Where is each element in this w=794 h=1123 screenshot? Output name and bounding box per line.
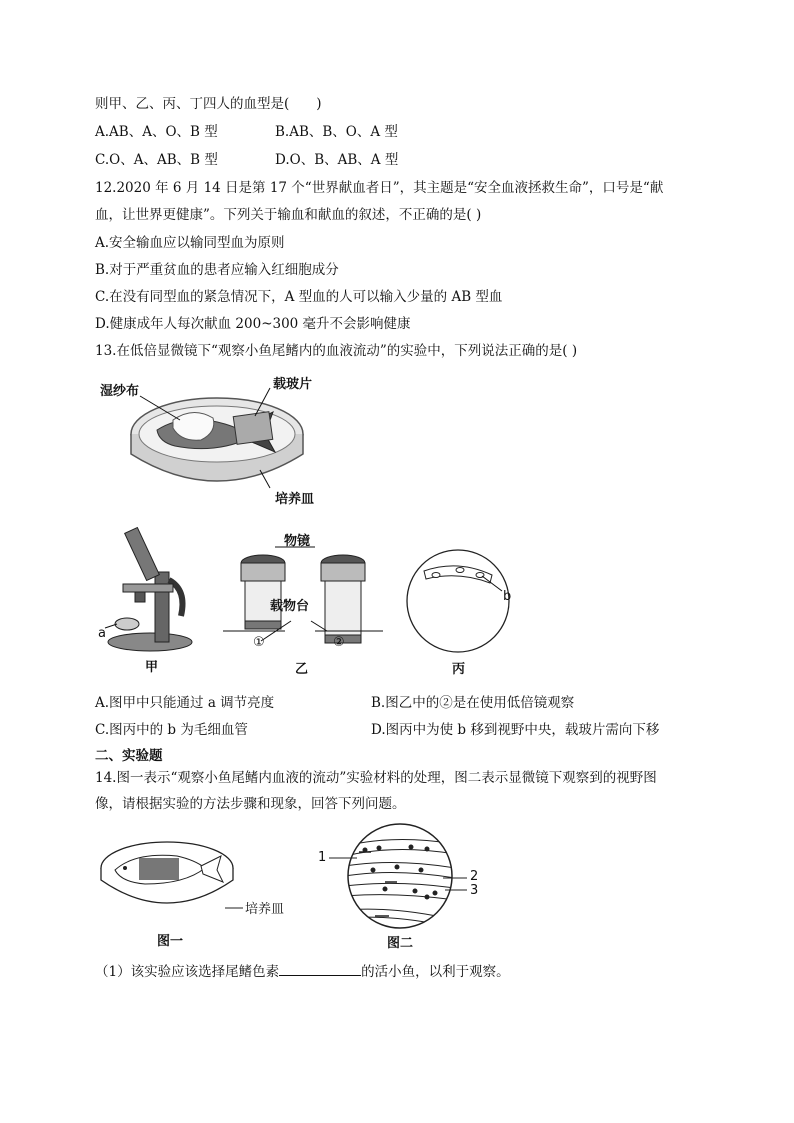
q12-option-d: D.健康成年人每次献血 200~300 毫升不会影响健康: [95, 316, 411, 332]
q11-option-d: D.O、B、AB、A 型: [275, 152, 399, 168]
q14-stem-line1: 14.图一表示“观察小鱼尾鳍内血液的流动”实验材料的处理，图二表示显微镜下观察到的视野图: [95, 770, 657, 786]
figure-jia-caption: 甲: [145, 660, 159, 675]
microscope-figure: [95, 520, 205, 680]
figure-yi-caption: 乙: [295, 662, 309, 677]
slide-label: 载玻片: [273, 377, 313, 392]
petri-dish-fish-figure: [95, 368, 335, 513]
figure-1-caption: 图一: [157, 934, 184, 949]
q14-sub1-blank[interactable]: [279, 961, 361, 976]
q12-stem-line2: 血，让世界更健康”。下列关于输血和献血的叙述，不正确的是( ): [95, 207, 482, 223]
q13-option-b: B.图乙中的②是在使用低倍镜观察: [371, 695, 575, 711]
q12-option-c: C.在没有同型血的紧急情况下，A 型血的人可以输入少量的 AB 型血: [95, 289, 503, 305]
vessel-b-label: b: [503, 589, 512, 604]
figure-1-dish: [95, 830, 315, 955]
figure-2-label-1: 1: [318, 850, 327, 865]
q11-stem: 则甲、乙、丙、丁四人的血型是( ): [95, 96, 322, 112]
wet-gauze-label: 湿纱布: [100, 384, 140, 399]
figure-2-blood-flow: [315, 822, 490, 957]
figure-bing-caption: 丙: [452, 662, 466, 677]
objective-lens-figure: [215, 525, 390, 680]
stage-label: 载物台: [270, 599, 310, 614]
q12-option-a: A.安全输血应以输同型血为原则: [95, 235, 285, 251]
q14-sub1: [95, 961, 510, 982]
q13-option-a: A.图甲中只能通过 a 调节亮度: [95, 695, 275, 711]
q11-option-c: C.O、A、AB、B 型: [95, 152, 218, 168]
culture-dish-label: 培养皿: [275, 492, 315, 507]
field-of-view-figure: [400, 545, 525, 680]
q12-stem-line1: 12.2020 年 6 月 14 日是第 17 个“世界献血者日”，其主题是“安全血液拯救生命”，口号是“献: [95, 180, 664, 196]
q14-sub1-prefix: （1）该实验应该选择尾鳍色素: [95, 964, 280, 980]
q13-option-c: C.图丙中的 b 为毛细血管: [95, 722, 248, 738]
figure-2-label-2: 2: [470, 869, 479, 884]
q12-option-b: B.对于严重贫血的患者应输入红细胞成分: [95, 262, 339, 278]
figure-2-label-3: 3: [470, 883, 479, 898]
figure-2-caption: 图二: [387, 936, 414, 951]
objective-2-label: ②: [333, 635, 345, 650]
objective-1-label: ①: [253, 635, 265, 650]
objective-label: 物镜: [284, 534, 311, 549]
q11-option-b: B.AB、B、O、A 型: [275, 124, 398, 140]
q14-sub1-suffix: 的活小鱼，以利于观察。: [361, 964, 510, 980]
q14-stem-line2: 像，请根据实验的方法步骤和现象，回答下列问题。: [95, 796, 406, 812]
figure-1-dish-label: 培养皿: [245, 902, 285, 917]
knob-a-label: a: [98, 626, 106, 641]
section-title: 二、实验题: [95, 748, 163, 764]
q13-option-d: D.图丙中为使 b 移到视野中央，载玻片需向下移: [371, 722, 660, 738]
q11-option-a: A.AB、A、O、B 型: [95, 124, 218, 140]
q13-stem: 13.在低倍显微镜下“观察小鱼尾鳍内的血液流动”的实验中，下列说法正确的是( ): [95, 343, 578, 359]
